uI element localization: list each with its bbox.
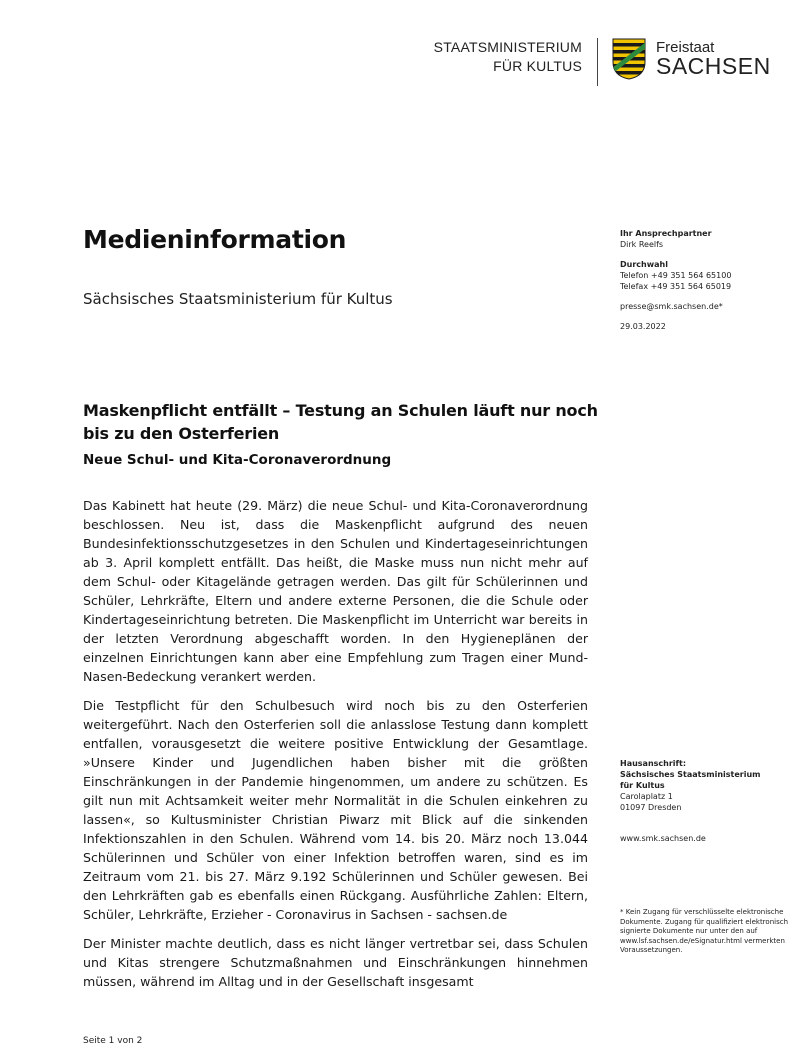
contact-date: 29.03.2022 bbox=[620, 322, 666, 331]
address-label: Hausanschrift: bbox=[620, 759, 687, 768]
contact-telefax: Telefax +49 351 564 65019 bbox=[620, 282, 732, 291]
contact-partner-name: Dirk Reelfs bbox=[620, 240, 664, 249]
website-link[interactable]: www.smk.sachsen.de bbox=[620, 834, 706, 843]
contact-durchwahl-label: Durchwahl bbox=[620, 260, 668, 269]
address-street: Carolaplatz 1 bbox=[620, 792, 673, 801]
article-subheadline: Neue Schul- und Kita-Coronaverordnung bbox=[83, 452, 392, 468]
page-number: Seite 1 von 2 bbox=[83, 1036, 143, 1046]
article-paragraph: Die Testpflicht für den Schulbesuch wird noch bis zu den Osterferien weitergeführt. Nach den Osterferien soll die anlasslose Testung dann komplett entfallen, vorausgesetzt die weitere positive Entwicklung der Gesamtlage. »Unsere Kinder und Jugendlichen haben bisher mit die größten Einschränkungen in der Pandemie hingenommen, um andere zu schützen. Es gilt nun mit Achtsamkeit weiter mehr Normalität in die Schulen einkehren zu lassen«, so Kultusminister Christian Piwarz mit Blick auf die sinkenden Infektionszahlen in den Schulen. Während vom 14. bis 20. März noch 13.044 Schülerinnen und Schüler von einer Infektion betroffen waren, sind es im Zeitraum vom 21. bis 27. März 9.192 Schülerinnen und Schüler gewesen. Bei den Lehrkräften gab es ebenfalls einen Rückgang. Ausführliche Zahlen: Eltern, Schüler, Lehrkräfte, Erzieher - Coronavirus in Sachsen - sachsen.de bbox=[83, 698, 588, 922]
address-org-line-1: Sächsisches Staatsministerium bbox=[620, 770, 761, 779]
ministry-line-1: STAATSMINISTERIUM bbox=[433, 39, 582, 55]
address-block bbox=[620, 758, 785, 813]
document-subtitle: Sächsisches Staatsministerium für Kultus bbox=[83, 290, 393, 308]
contact-sidebar bbox=[620, 228, 780, 332]
contact-email[interactable]: presse@smk.sachsen.de* bbox=[620, 302, 723, 311]
article-headline: Maskenpflicht entfällt – Testung an Schulen läuft nur noch bis zu den Osterferien bbox=[83, 401, 598, 443]
address-org-line-2: für Kultus bbox=[620, 781, 665, 790]
logo-sachsen: SACHSEN bbox=[656, 53, 771, 79]
address-city: 01097 Dresden bbox=[620, 803, 682, 812]
logo-freistaat: Freistaat bbox=[656, 39, 715, 56]
header-divider bbox=[597, 38, 598, 86]
document-title: Medieninformation bbox=[83, 225, 347, 254]
contact-partner-label: Ihr Ansprechpartner bbox=[620, 229, 712, 238]
saxony-crest-icon bbox=[612, 38, 646, 80]
contact-telefon: Telefon +49 351 564 65100 bbox=[620, 271, 732, 280]
article-body bbox=[83, 496, 588, 1001]
article-paragraph: Das Kabinett hat heute (29. März) die neue Schul- und Kita-Coronaverordnung beschlossen. Neu ist, dass die Maskenpflicht aufgrund des neuen Bundesinfektionsschutzgesetzes in den Schulen und Kindertageseinrichtungen ab 3. April komplett entfällt. Das heißt, die Maske muss nun nicht mehr auf dem Schul- oder Kitagelände getragen werden. Das gilt für Schülerinnen und Schüler, Lehrkräfte, Eltern und andere externe Personen, die die Schule oder Kindertageseinrichtung betreten. Die Maskenpflicht im Unterricht war bereits in der letzten Verordnung abgeschafft worden. In den Hygieneplänen der einzelnen Einrichtungen kann aber eine Empfehlung zum Tragen einer Mund-Nasen-Bedeckung verankert werden. bbox=[83, 498, 588, 684]
article-paragraph: Der Minister machte deutlich, dass es nicht länger vertretbar sei, dass Schulen und Kitas strengere Schutzmaßnahmen und Einschränkungen hinnehmen müssen, während im Alltag und in der Gesellschaft insgesamt bbox=[83, 936, 588, 989]
ministry-line-2: FÜR KULTUS bbox=[493, 58, 582, 74]
ministry-name bbox=[434, 38, 582, 76]
footnote: * Kein Zugang für verschlüsselte elektronische Dokumente. Zugang für qualifiziert elektronisch signierte Dokumente nur unter den auf www.lsf.sachsen.de/eSignatur.html vermerkten Voraussetzungen. bbox=[620, 908, 789, 955]
